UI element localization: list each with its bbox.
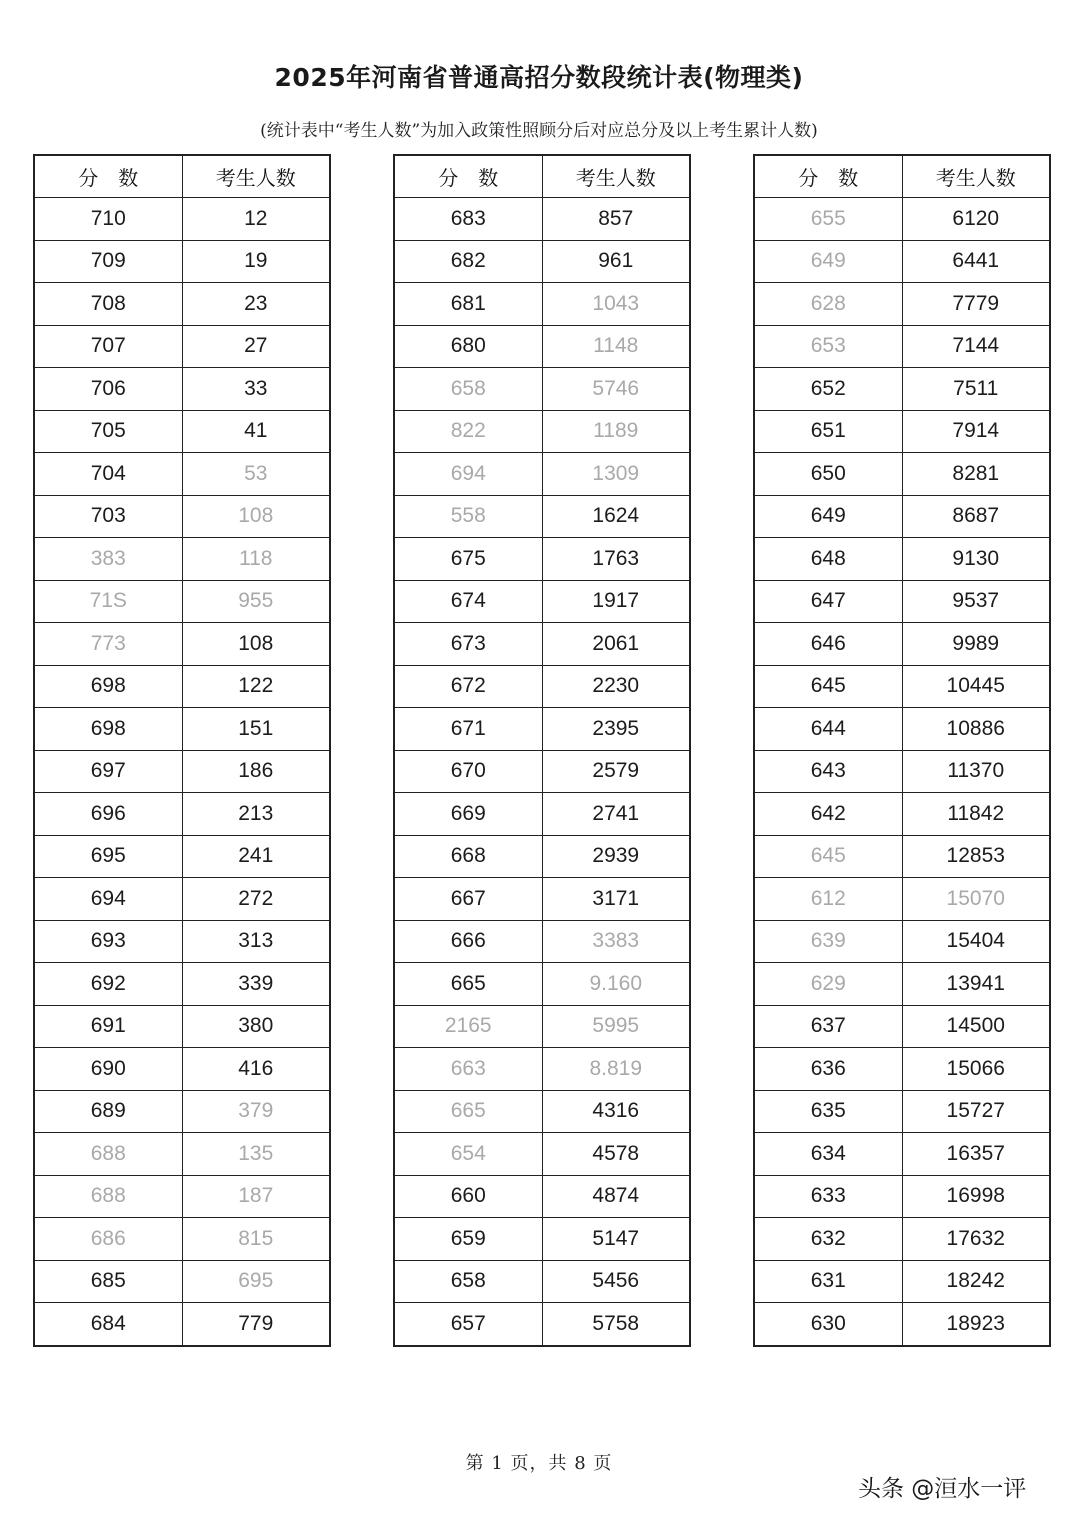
score-cell: 705 xyxy=(34,410,182,453)
count-cell: 151 xyxy=(182,708,330,751)
count-cell: 1189 xyxy=(542,410,690,453)
count-cell: 1624 xyxy=(542,495,690,538)
table-row xyxy=(34,1133,330,1176)
count-cell: 15404 xyxy=(902,920,1050,963)
count-cell: 961 xyxy=(542,240,690,283)
count-cell: 15066 xyxy=(902,1048,1050,1091)
table-row xyxy=(754,665,1050,708)
count-cell: 4578 xyxy=(542,1133,690,1176)
table-row xyxy=(754,750,1050,793)
count-cell: 2741 xyxy=(542,793,690,836)
count-cell: 10886 xyxy=(902,708,1050,751)
score-cell: 659 xyxy=(394,1218,542,1261)
score-cell: 673 xyxy=(394,623,542,666)
count-cell: 339 xyxy=(182,963,330,1006)
score-cell: 697 xyxy=(34,750,182,793)
table-row xyxy=(754,580,1050,623)
count-cell: 187 xyxy=(182,1175,330,1218)
table-row xyxy=(34,580,330,623)
score-cell: 558 xyxy=(394,495,542,538)
score-cell: 645 xyxy=(754,835,902,878)
table-row xyxy=(754,1260,1050,1303)
score-cell: 666 xyxy=(394,920,542,963)
table-row xyxy=(34,453,330,496)
table-row xyxy=(754,538,1050,581)
table-row xyxy=(394,1133,690,1176)
table-row xyxy=(394,878,690,921)
score-cell: 667 xyxy=(394,878,542,921)
count-cell: 118 xyxy=(182,538,330,581)
score-cell: 694 xyxy=(34,878,182,921)
table-row xyxy=(394,325,690,368)
score-cell: 645 xyxy=(754,665,902,708)
score-cell: 632 xyxy=(754,1218,902,1261)
count-cell: 27 xyxy=(182,325,330,368)
count-cell: 17632 xyxy=(902,1218,1050,1261)
table-row xyxy=(394,1303,690,1346)
header-count: 考生人数 xyxy=(542,155,690,198)
count-cell: 4316 xyxy=(542,1090,690,1133)
score-cell: 690 xyxy=(34,1048,182,1091)
count-cell: 2230 xyxy=(542,665,690,708)
table-row xyxy=(754,920,1050,963)
score-cell: 639 xyxy=(754,920,902,963)
table-row xyxy=(394,453,690,496)
count-cell: 1148 xyxy=(542,325,690,368)
score-cell: 683 xyxy=(394,198,542,241)
count-cell: 9130 xyxy=(902,538,1050,581)
score-cell: 703 xyxy=(34,495,182,538)
count-cell: 5995 xyxy=(542,1005,690,1048)
count-cell: 19 xyxy=(182,240,330,283)
count-cell: 16998 xyxy=(902,1175,1050,1218)
score-cell: 674 xyxy=(394,580,542,623)
count-cell: 416 xyxy=(182,1048,330,1091)
table-row xyxy=(754,325,1050,368)
table-row xyxy=(34,750,330,793)
count-cell: 8281 xyxy=(902,453,1050,496)
table-row xyxy=(34,538,330,581)
table-row xyxy=(394,793,690,836)
score-cell: 635 xyxy=(754,1090,902,1133)
count-cell: 2939 xyxy=(542,835,690,878)
score-cell: 658 xyxy=(394,1260,542,1303)
header-score: 分 数 xyxy=(394,155,542,198)
table-row xyxy=(34,665,330,708)
score-cell: 672 xyxy=(394,665,542,708)
count-cell: 8.819 xyxy=(542,1048,690,1091)
score-cell: 696 xyxy=(34,793,182,836)
count-cell: 1309 xyxy=(542,453,690,496)
score-cell: 708 xyxy=(34,283,182,326)
table-row xyxy=(34,240,330,283)
table-row xyxy=(394,410,690,453)
count-cell: 15727 xyxy=(902,1090,1050,1133)
count-cell: 13941 xyxy=(902,963,1050,1006)
count-cell: 7779 xyxy=(902,283,1050,326)
table-row xyxy=(754,240,1050,283)
table-row xyxy=(34,495,330,538)
count-cell: 14500 xyxy=(902,1005,1050,1048)
table-row xyxy=(754,198,1050,241)
score-cell: 383 xyxy=(34,538,182,581)
score-cell: 637 xyxy=(754,1005,902,1048)
table-row xyxy=(394,1218,690,1261)
table-row xyxy=(394,368,690,411)
page-footer: 第 1 页，共 8 页 xyxy=(465,1453,613,1474)
score-cell: 694 xyxy=(394,453,542,496)
count-cell: 8687 xyxy=(902,495,1050,538)
count-cell: 18242 xyxy=(902,1260,1050,1303)
table-row xyxy=(754,835,1050,878)
score-cell: 681 xyxy=(394,283,542,326)
score-cell: 698 xyxy=(34,708,182,751)
score-cell: 612 xyxy=(754,878,902,921)
table-row xyxy=(394,1005,690,1048)
table-row xyxy=(394,835,690,878)
table-row xyxy=(754,283,1050,326)
score-cell: 652 xyxy=(754,368,902,411)
score-cell: 698 xyxy=(34,665,182,708)
count-cell: 3383 xyxy=(542,920,690,963)
count-cell: 33 xyxy=(182,368,330,411)
count-cell: 7914 xyxy=(902,410,1050,453)
count-cell: 53 xyxy=(182,453,330,496)
score-cell: 654 xyxy=(394,1133,542,1176)
table-row xyxy=(34,368,330,411)
count-cell: 12853 xyxy=(902,835,1050,878)
count-cell: 15070 xyxy=(902,878,1050,921)
table-row xyxy=(34,283,330,326)
table-row xyxy=(754,623,1050,666)
count-cell: 695 xyxy=(182,1260,330,1303)
score-cell: 706 xyxy=(34,368,182,411)
table-row xyxy=(394,580,690,623)
score-cell: 651 xyxy=(754,410,902,453)
table-row xyxy=(754,1090,1050,1133)
score-cell: 675 xyxy=(394,538,542,581)
score-cell: 663 xyxy=(394,1048,542,1091)
table-row xyxy=(754,963,1050,1006)
count-cell: 1917 xyxy=(542,580,690,623)
table-row xyxy=(34,1260,330,1303)
count-cell: 6120 xyxy=(902,198,1050,241)
count-cell: 23 xyxy=(182,283,330,326)
count-cell: 18923 xyxy=(902,1303,1050,1346)
score-cell: 646 xyxy=(754,623,902,666)
table-row xyxy=(754,453,1050,496)
count-cell: 379 xyxy=(182,1090,330,1133)
score-table-2 xyxy=(393,154,691,1347)
count-cell: 5456 xyxy=(542,1260,690,1303)
table-row xyxy=(394,495,690,538)
table-row xyxy=(754,793,1050,836)
header-score: 分 数 xyxy=(34,155,182,198)
table-row xyxy=(34,1005,330,1048)
table-row xyxy=(394,963,690,1006)
table-row xyxy=(394,1175,690,1218)
score-cell: 693 xyxy=(34,920,182,963)
table-row xyxy=(394,1260,690,1303)
score-cell: 665 xyxy=(394,963,542,1006)
score-cell: 658 xyxy=(394,368,542,411)
table-row xyxy=(34,198,330,241)
count-cell: 10445 xyxy=(902,665,1050,708)
count-cell: 122 xyxy=(182,665,330,708)
table-row xyxy=(754,1005,1050,1048)
table-row xyxy=(394,708,690,751)
score-cell: 686 xyxy=(34,1218,182,1261)
score-cell: 629 xyxy=(754,963,902,1006)
table-row xyxy=(34,325,330,368)
count-cell: 2579 xyxy=(542,750,690,793)
score-cell: 636 xyxy=(754,1048,902,1091)
score-cell: 695 xyxy=(34,835,182,878)
score-cell: 644 xyxy=(754,708,902,751)
table-row xyxy=(34,878,330,921)
score-cell: 691 xyxy=(34,1005,182,1048)
score-cell: 628 xyxy=(754,283,902,326)
score-cell: 2165 xyxy=(394,1005,542,1048)
count-cell: 815 xyxy=(182,1218,330,1261)
table-row xyxy=(34,1090,330,1133)
table-row xyxy=(34,623,330,666)
score-cell: 710 xyxy=(34,198,182,241)
table-row xyxy=(34,963,330,1006)
table-row xyxy=(394,920,690,963)
score-cell: 692 xyxy=(34,963,182,1006)
count-cell: 41 xyxy=(182,410,330,453)
score-cell: 671 xyxy=(394,708,542,751)
score-cell: 71S xyxy=(34,580,182,623)
count-cell: 213 xyxy=(182,793,330,836)
table-row xyxy=(394,538,690,581)
count-cell: 9989 xyxy=(902,623,1050,666)
table-row xyxy=(34,1175,330,1218)
table-row xyxy=(394,750,690,793)
table-row xyxy=(394,1090,690,1133)
count-cell: 2061 xyxy=(542,623,690,666)
table-row xyxy=(754,1303,1050,1346)
score-cell: 630 xyxy=(754,1303,902,1346)
count-cell: 11370 xyxy=(902,750,1050,793)
table-row xyxy=(754,878,1050,921)
count-cell: 955 xyxy=(182,580,330,623)
count-cell: 9537 xyxy=(902,580,1050,623)
count-cell: 9.160 xyxy=(542,963,690,1006)
score-table-3 xyxy=(753,154,1051,1347)
header-count: 考生人数 xyxy=(902,155,1050,198)
score-cell: 634 xyxy=(754,1133,902,1176)
table-row xyxy=(34,920,330,963)
score-cell: 648 xyxy=(754,538,902,581)
count-cell: 7144 xyxy=(902,325,1050,368)
score-cell: 670 xyxy=(394,750,542,793)
table-row xyxy=(34,835,330,878)
count-cell: 108 xyxy=(182,623,330,666)
score-cell: 665 xyxy=(394,1090,542,1133)
table-row xyxy=(754,1133,1050,1176)
count-cell: 272 xyxy=(182,878,330,921)
table-row xyxy=(754,1048,1050,1091)
score-cell: 684 xyxy=(34,1303,182,1346)
count-cell: 135 xyxy=(182,1133,330,1176)
table-row xyxy=(394,240,690,283)
count-cell: 186 xyxy=(182,750,330,793)
count-cell: 5147 xyxy=(542,1218,690,1261)
count-cell: 1763 xyxy=(542,538,690,581)
score-cell: 642 xyxy=(754,793,902,836)
table-row xyxy=(754,1175,1050,1218)
table-row xyxy=(754,708,1050,751)
table-row xyxy=(754,410,1050,453)
score-cell: 704 xyxy=(34,453,182,496)
score-cell: 657 xyxy=(394,1303,542,1346)
score-cell: 653 xyxy=(754,325,902,368)
score-cell: 631 xyxy=(754,1260,902,1303)
count-cell: 1043 xyxy=(542,283,690,326)
score-cell: 685 xyxy=(34,1260,182,1303)
score-cell: 709 xyxy=(34,240,182,283)
score-cell: 682 xyxy=(394,240,542,283)
page-subtitle: (统计表中“考生人数”为加入政策性照顾分后对应总分及以上考生累计人数) xyxy=(260,121,818,141)
score-cell: 689 xyxy=(34,1090,182,1133)
table-row xyxy=(34,708,330,751)
table-row xyxy=(34,1218,330,1261)
count-cell: 3171 xyxy=(542,878,690,921)
table-row xyxy=(34,793,330,836)
count-cell: 857 xyxy=(542,198,690,241)
score-cell: 688 xyxy=(34,1175,182,1218)
table-row xyxy=(34,1048,330,1091)
score-cell: 647 xyxy=(754,580,902,623)
page-title: 2025年河南省普通高招分数段统计表(物理类) xyxy=(274,63,804,92)
header-score: 分 数 xyxy=(754,155,902,198)
table-row xyxy=(394,623,690,666)
table-row xyxy=(394,1048,690,1091)
watermark: 头条 @洹水一评 xyxy=(858,1476,1027,1502)
count-cell: 108 xyxy=(182,495,330,538)
score-cell: 655 xyxy=(754,198,902,241)
count-cell: 2395 xyxy=(542,708,690,751)
table-row xyxy=(754,368,1050,411)
count-cell: 5758 xyxy=(542,1303,690,1346)
score-cell: 688 xyxy=(34,1133,182,1176)
score-table-1 xyxy=(33,154,331,1347)
header-count: 考生人数 xyxy=(182,155,330,198)
count-cell: 779 xyxy=(182,1303,330,1346)
table-row xyxy=(394,665,690,708)
count-cell: 380 xyxy=(182,1005,330,1048)
count-cell: 11842 xyxy=(902,793,1050,836)
count-cell: 6441 xyxy=(902,240,1050,283)
count-cell: 4874 xyxy=(542,1175,690,1218)
score-cell: 669 xyxy=(394,793,542,836)
score-cell: 680 xyxy=(394,325,542,368)
score-cell: 643 xyxy=(754,750,902,793)
table-row xyxy=(394,283,690,326)
score-cell: 649 xyxy=(754,495,902,538)
count-cell: 5746 xyxy=(542,368,690,411)
count-cell: 241 xyxy=(182,835,330,878)
table-row xyxy=(754,1218,1050,1261)
score-cell: 633 xyxy=(754,1175,902,1218)
count-cell: 12 xyxy=(182,198,330,241)
score-cell: 707 xyxy=(34,325,182,368)
score-cell: 822 xyxy=(394,410,542,453)
score-cell: 773 xyxy=(34,623,182,666)
table-row xyxy=(394,198,690,241)
count-cell: 16357 xyxy=(902,1133,1050,1176)
table-row xyxy=(34,1303,330,1346)
score-cell: 668 xyxy=(394,835,542,878)
table-row xyxy=(34,410,330,453)
count-cell: 313 xyxy=(182,920,330,963)
table-row xyxy=(754,495,1050,538)
score-cell: 660 xyxy=(394,1175,542,1218)
score-cell: 650 xyxy=(754,453,902,496)
score-cell: 649 xyxy=(754,240,902,283)
count-cell: 7511 xyxy=(902,368,1050,411)
